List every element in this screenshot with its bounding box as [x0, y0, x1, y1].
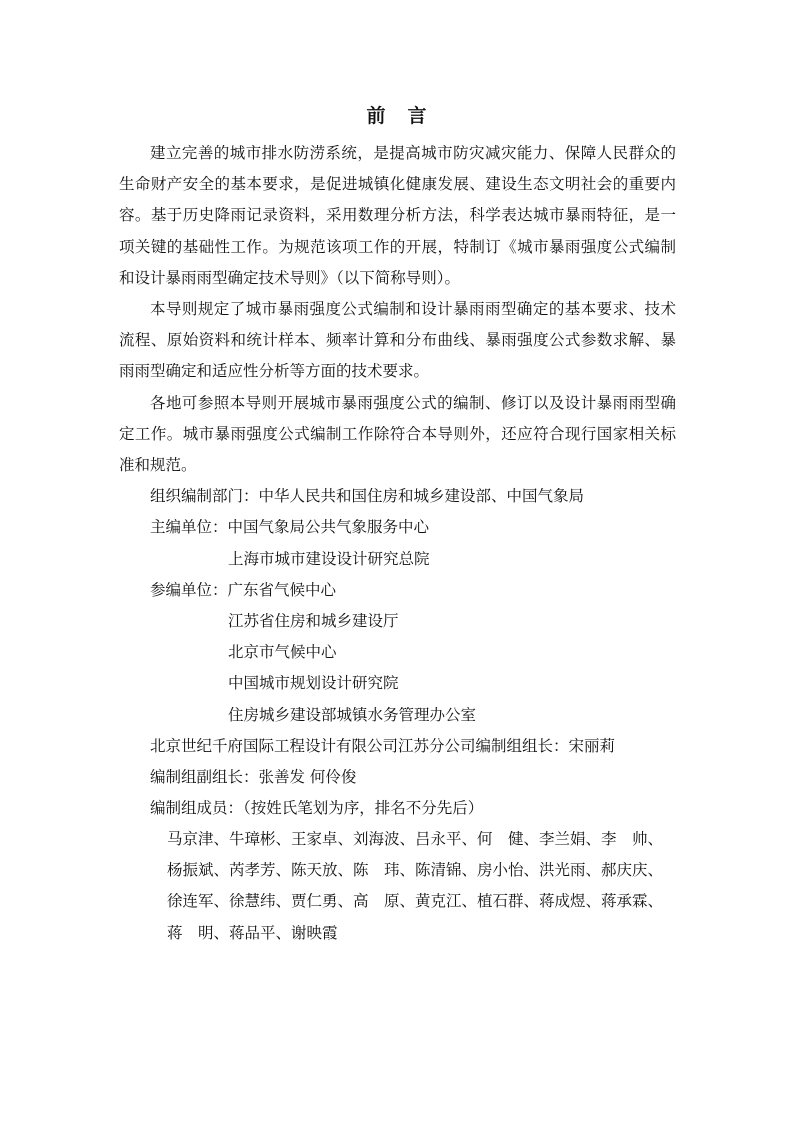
members-label: 编制组成员：（按姓氏笔划为序，排名不分先后） [150, 799, 484, 817]
paragraph-application: 各地可参照本导则开展城市暴雨强度公式的编制、修订以及设计暴雨雨型确定工作。城市暴雨强度公式编制工作除符合本导则外，还应符合现行国家相关标准和规范。 [119, 394, 676, 475]
participant-item: 中国城市规划设计研究院 [228, 674, 399, 692]
members-list-line: 徐连军、徐慧纬、贾仁勇、高 原、黄克江、植石群、蒋成煜、蒋承霖、 [167, 892, 664, 910]
organizer-line: 组织编制部门：中华人民共和国住房和城乡建设部、中国气象局 [150, 487, 585, 505]
deputy-leader-line: 编制组副组长：张善发 何伶俊 [150, 768, 357, 786]
members-list-line: 蒋 明、蒋品平、谢映霞 [167, 924, 338, 942]
participant-item: 住房城乡建设部城镇水务管理办公室 [228, 706, 477, 724]
members-list-line: 马京津、牛璋彬、王家卓、刘海波、吕永平、何 健、李兰娟、李 帅、 [167, 830, 664, 848]
members-list-line: 杨振斌、芮孝芳、陈天放、陈 玮、陈清锦、房小怡、洪光雨、郝庆庆、 [167, 861, 664, 879]
paragraph-scope: 本导则规定了城市暴雨强度公式编制和设计暴雨雨型确定的基本要求、技术流程、原始资料和统计样本、频率计算和分布曲线、暴雨强度公式参数求解、暴雨雨型确定和适应性分析等方面的技术要求。 [119, 300, 676, 381]
leader-line: 北京世纪千府国际工程设计有限公司江苏分公司编制组组长：宋丽莉 [150, 737, 616, 755]
page-title: 前言 [366, 105, 449, 127]
chief-editor-second: 上海市城市建设设计研究总院 [228, 550, 430, 568]
participant-item: 北京市气候中心 [228, 643, 337, 661]
paragraph-intro: 建立完善的城市排水防涝系统，是提高城市防灾减灾能力、保障人民群众的生命财产安全的基本要求，是促进城镇化健康发展、建设生态文明社会的重要内容。基于历史降雨记录资料，采用数理分析方法，科学表达城市暴雨特征，是一项关键的基础性工作。为规范该项工作的开展，特制订《城市暴雨强度公式编制和设计暴雨雨型确定技术导则》（以下简称导则）。 [119, 144, 676, 287]
participant-item: 江苏省住房和城乡建设厅 [228, 612, 399, 630]
participants-line: 参编单位：广东省气候中心 [150, 581, 337, 599]
chief-editor-line: 主编单位：中国气象局公共气象服务中心 [150, 518, 430, 536]
